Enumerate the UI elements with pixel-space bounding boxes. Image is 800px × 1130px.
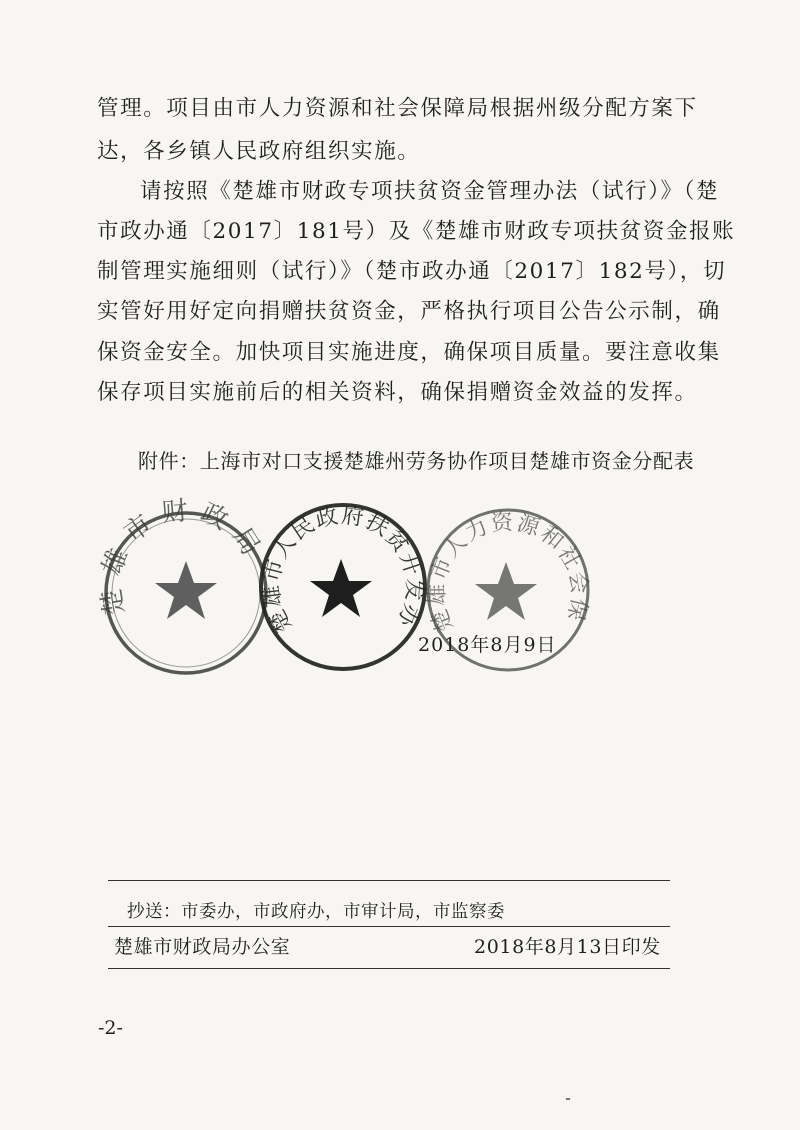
paragraph-2-line-5: 保资金安全。加快项目实施进度，确保项目质量。要注意收集 (97, 340, 721, 365)
poverty-seal-text: 楚雄市人民政府扶贫开发办公室 (241, 478, 427, 637)
paragraph-2-line-4: 实管好用好定向捐赠扶贫资金，严格执行项目公告公示制，确 (97, 299, 721, 324)
page-number: -2- (98, 1017, 123, 1039)
poverty-office-seal (241, 478, 433, 677)
paragraph-2-line-6: 保存项目实施前后的相关资料，确保捐赠资金效益的发挥。 (97, 380, 698, 405)
svg-text:楚雄市人民政府扶贫开发办公室 (241, 478, 426, 637)
scan-speck (566, 1098, 570, 1100)
footer-top-rule (108, 880, 670, 881)
issue-date: 2018年8月13日印发 (474, 936, 661, 958)
paragraph-2-line-3: 制管理实施细则（试行）》（楚市政办通〔2017〕182号），切 (97, 259, 727, 284)
attachment-line: 附件：上海市对口支援楚雄州劳务协作项目楚雄市资金分配表 (138, 449, 695, 473)
finance-bureau-seal (95, 495, 276, 685)
signature-date: 2018年8月9日 (418, 634, 557, 656)
paragraph-2-line-1: 请按照《楚雄市财政专项扶贫资金管理办法（试行）》（楚 (140, 179, 720, 204)
footer-middle-rule (108, 926, 670, 927)
issuing-office: 楚雄市财政局办公室 (114, 936, 291, 958)
paragraph-1-line-1: 管理。项目由市人力资源和社会保障局根据州级分配方案下 (97, 96, 698, 121)
svg-text:楚雄市人力资源和社会保障局 (406, 481, 592, 636)
cc-list: 抄送：市委办，市政府办，市审计局，市监察委 (127, 902, 505, 922)
footer-bottom-rule (108, 968, 670, 969)
finance-seal-text: 楚雄市财政局 (95, 495, 271, 618)
paragraph-1-line-2: 达，各乡镇人民政府组织实施。 (97, 139, 421, 164)
paragraph-2-line-2: 市政办通〔2017〕181号）及《楚雄市财政专项扶贫资金报账 (97, 219, 736, 244)
hr-seal-text: 楚雄市人力资源和社会保障局 (405, 481, 592, 636)
